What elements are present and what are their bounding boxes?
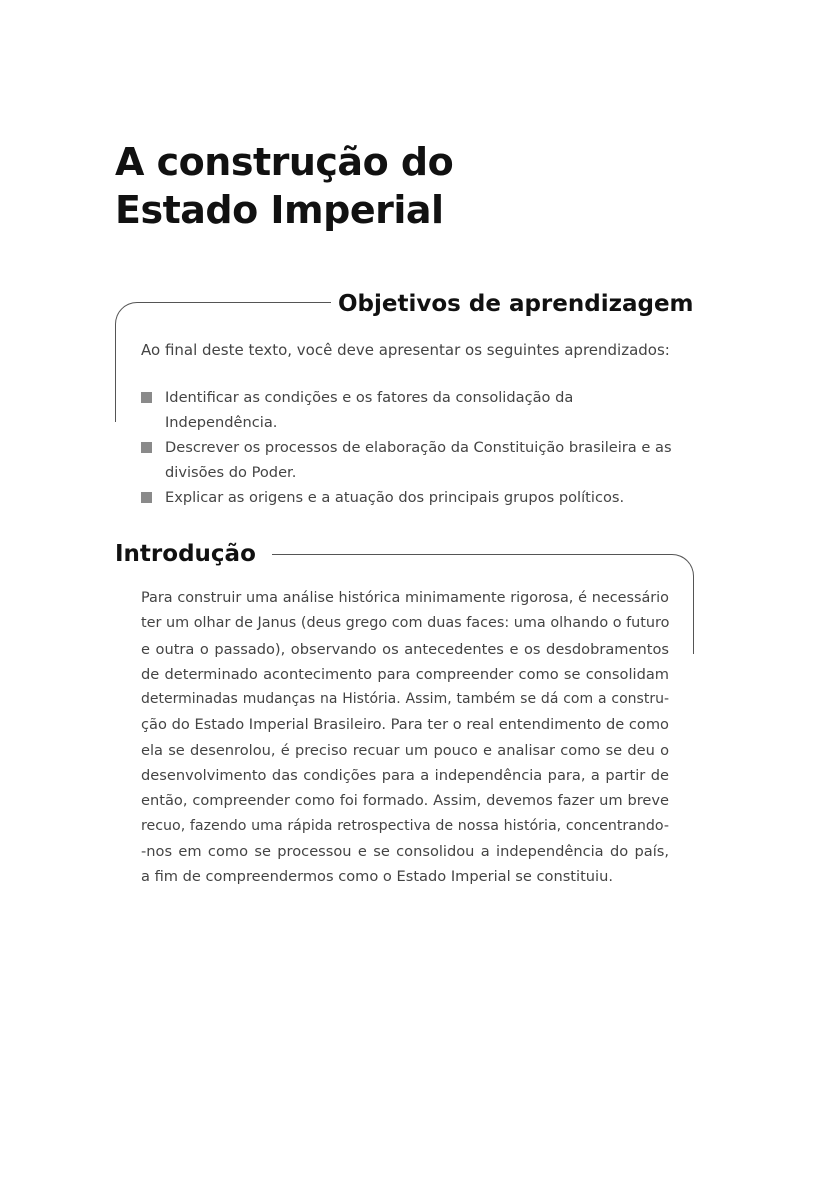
introduction-paragraph bbox=[141, 586, 669, 890]
square-bullet-icon bbox=[141, 442, 152, 453]
paragraph-line: então, compreender como foi formado. Assim, devemos fazer um breve bbox=[141, 792, 669, 810]
square-bullet-icon bbox=[141, 492, 152, 503]
paragraph-line: Para construir uma análise histórica minimamente rigorosa, é necessário bbox=[141, 590, 669, 606]
paragraph-line: a fim de compreendermos como o Estado Imperial se constituiu. bbox=[141, 868, 613, 886]
objective-item bbox=[141, 385, 681, 435]
chapter-title-line: Estado Imperial bbox=[115, 188, 444, 232]
square-bullet-icon bbox=[141, 392, 152, 403]
objective-item bbox=[141, 435, 681, 485]
objectives-list bbox=[141, 385, 681, 510]
objective-text: Descrever os processos de elaboração da Constituição brasileira e as divisões do Poder. bbox=[165, 439, 672, 481]
paragraph-line: e outra o passado), observando os antecedentes e os desdobramentos bbox=[141, 640, 669, 658]
paragraph-line: -nos em como se processou e se consolidou a independência do país, bbox=[141, 842, 669, 860]
paragraph-line: ela se desenrolou, é preciso recuar um pouco e analisar como se deu o bbox=[141, 741, 669, 759]
objectives-heading: Objetivos de aprendizagem bbox=[338, 291, 694, 317]
paragraph-line: determinadas mudanças na História. Assim, também se dá com a constru- bbox=[141, 691, 669, 708]
paragraph-line: ter um olhar de Janus (deus grego com duas faces: uma olhando o futuro bbox=[141, 615, 670, 632]
objective-text: Identificar as condições e os fatores da consolidação da Independência. bbox=[165, 389, 574, 431]
objective-item bbox=[141, 485, 681, 510]
introduction-heading: Introdução bbox=[115, 541, 256, 567]
objectives-intro: Ao final deste texto, você deve apresentar os seguintes aprendizados: bbox=[141, 341, 670, 359]
paragraph-line: recuo, fazendo uma rápida retrospectiva de nossa história, concentrando- bbox=[141, 817, 669, 834]
paragraph-line: desenvolvimento das condições para a independência para, a partir de bbox=[141, 767, 669, 785]
chapter-title-line: A construção do bbox=[115, 140, 454, 184]
paragraph-line: de determinado acontecimento para compreender como se consolidam bbox=[141, 665, 669, 683]
paragraph-line: ção do Estado Imperial Brasileiro. Para ter o real entendimento de como bbox=[141, 716, 669, 734]
chapter-title bbox=[115, 138, 715, 234]
objective-text: Explicar as origens e a atuação dos principais grupos políticos. bbox=[165, 489, 625, 506]
